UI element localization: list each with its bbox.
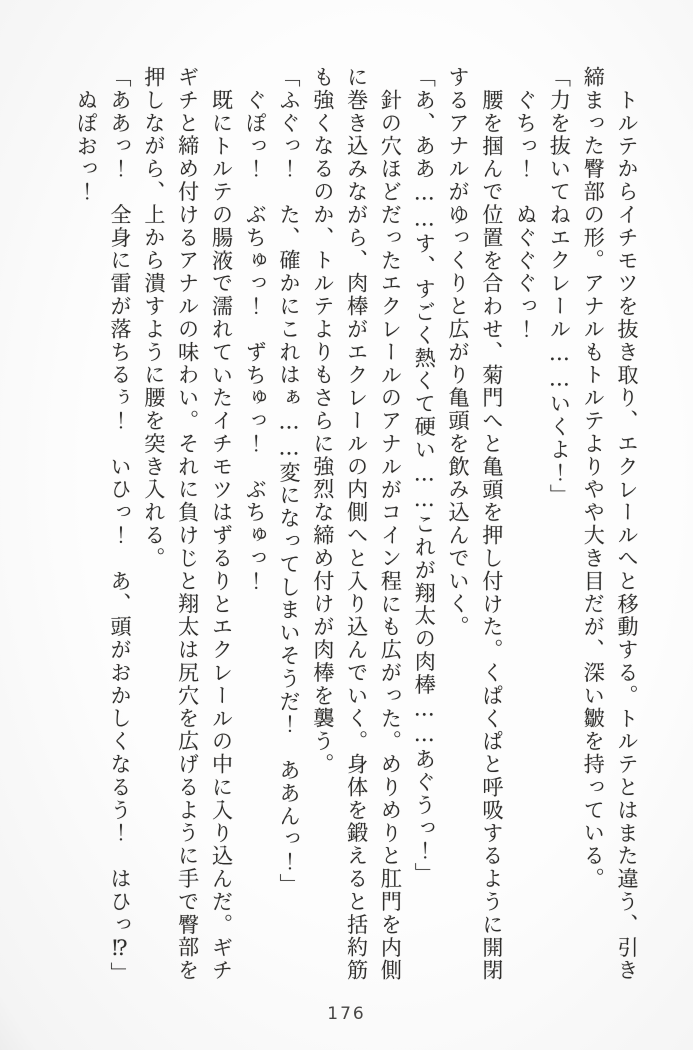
paragraph: ぐちっ！ ぬぐぐぐっ！ (513, 89, 538, 341)
paragraph: 「力を抜いてねエクレール……いくよ！」 (547, 66, 572, 508)
vertical-text-block (68, 66, 643, 988)
paragraph: ぬぽおっ！ (74, 89, 99, 204)
paragraph: トルテからイチモツを抜き取り、エクレールへと移動する。トルテとはまた違う、引き締まった臀部の形。アナルもトルテよりやや大き目だが、深い皺を持っている。 (581, 66, 639, 983)
paragraph: 腰を掴んで位置を合わせ、菊門へと亀頭を押し付けた。くぱくぱと呼吸するように開閉するアナルがゆっくりと広がり亀頭を飲み込んでいく。 (446, 66, 504, 983)
paragraph: 「あ、ああ……す、すごく熱くて硬い……これが翔太の肉棒……あぐうっ！」 (412, 66, 437, 886)
paragraph: 既にトルテの腸液で濡れていたイチモツはずるりとエクレールの中に入り込んだ。ギチギチと締め付けるアナルの味わい。それに負けじと翔太は尻穴を広げるように手で臀部を押しながら、上から潰すように腰を突き入れる。 (141, 66, 234, 983)
paragraph: 針の穴ほどだったエクレールのアナルがコイン程にも広がった。めりめりと肛門を内側に巻き込みながら、肉棒がエクレールの内側へと入り込んでいく。身体を鍛えると括約筋も強くなるのか、トルテよりもさらに強烈な締め付けが肉棒を襲う。 (310, 66, 403, 983)
page-number: 176 (327, 1004, 366, 1024)
paragraph: 「ああっ！ 全身に雷が落ちるぅ！ いひっ！ あ、頭がおかしくなるう！ はひっ⁉」 (108, 66, 133, 985)
paragraph: 「ふぐっ！ た、確かにこれはぁ……変になってしまいそうだ！ ああんっ！」 (277, 66, 302, 897)
paragraph: ぐぽっ！ ぶちゅっ！ ずちゅっ！ ぶちゅっ！ (243, 89, 268, 593)
